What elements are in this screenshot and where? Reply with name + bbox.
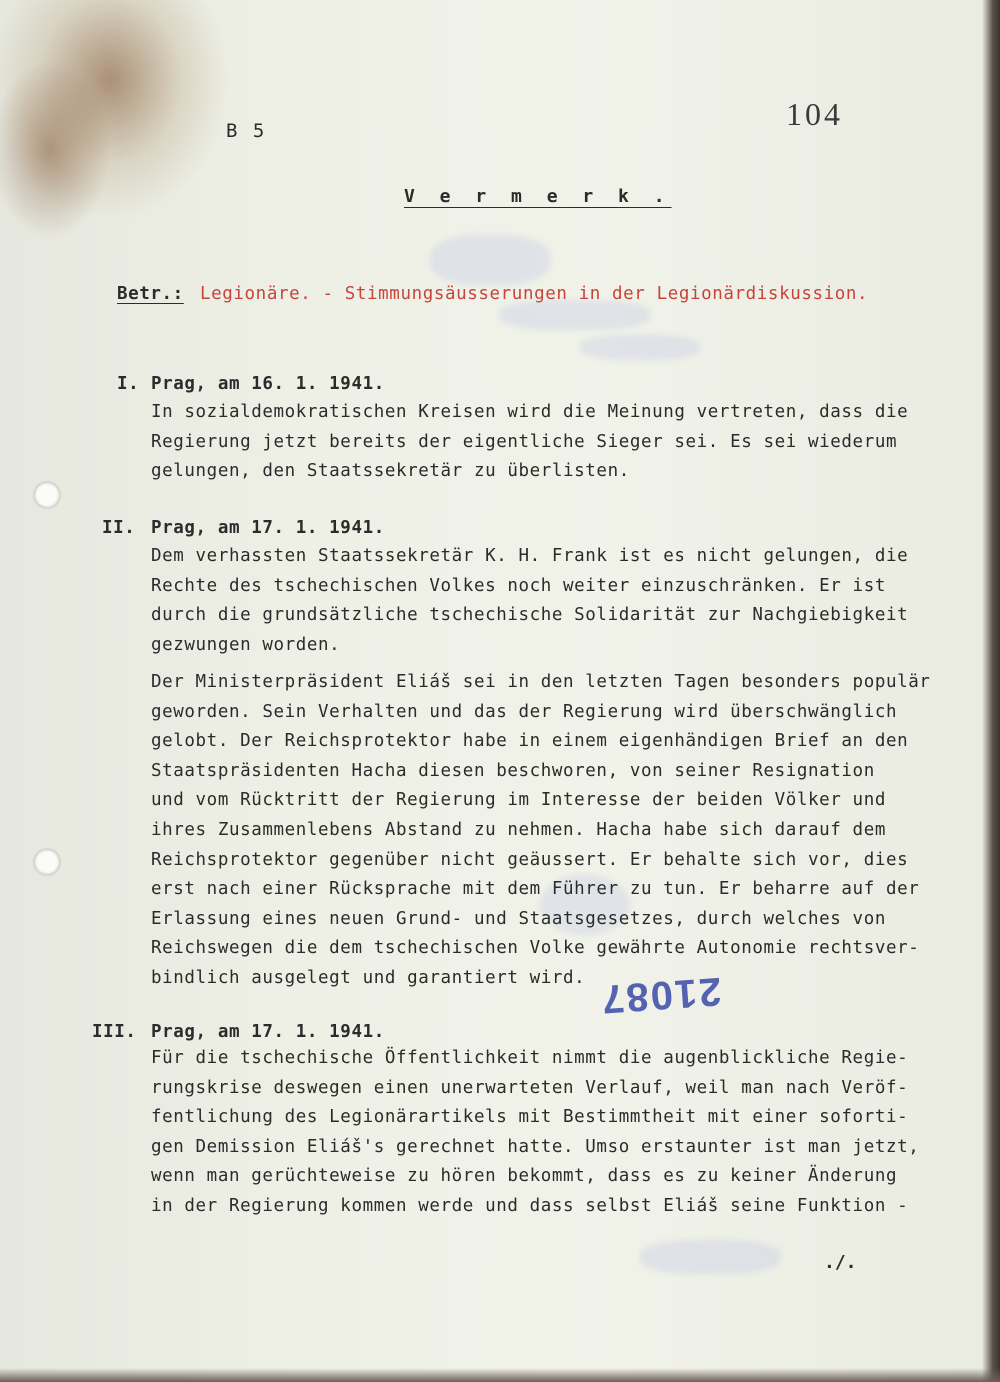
section-paragraph: In sozialdemokratischen Kreisen wird die Meinung vertreten, dass die Regierung jetzt bereits der eigentliche Sieger sei. Es sei wiederum gelungen, den Staatssekretär zu überlisten. [151,402,909,482]
archive-stamp: 21087 [598,968,723,1022]
section-heading: Prag, am 16. 1. 1941. [151,374,385,394]
section-heading: Prag, am 17. 1. 1941. [151,518,385,538]
section-heading: Prag, am 17. 1. 1941. [151,1022,385,1042]
punch-hole-top [34,482,60,508]
page-number: 104 [786,96,843,132]
document-title: V e r m e r k . [404,186,672,207]
section-numeral: I. [117,374,140,394]
ink-bleed-mark [580,335,700,360]
document-code: B 5 [226,120,267,142]
section-paragraph: Der Ministerpräsident Eliáš sei in den letzten Tagen besonders populär geworden. Sein Verhalten und das der Regierung wird überschwänglich gelobt. Der Reichsprotektor habe in einem eigenhändigen Brief an den Staatspräsidenten Hacha diesen beschworen, von seiner Resignation und vom Rücktritt der Regierung im Interesse der beiden Völker und ihres Zusammenlebens Abstand zu nehmen. Hacha habe sich darauf dem Reichsprotektor gegenüber nicht geäussert. Er behalte sich vor, dies erst nach einer Rücksprache mit dem Führer zu tun. Er beharre auf der Erlassung eines neuen Grund- und Staatsgesetzes, durch welches von Reichswegen die dem tschechischen Volke gewährte Autonomie rechtsver- bindlich ausgelegt und garantiert wird. [151,672,931,988]
page-edge-shadow [982,0,1000,1382]
page-edge-shadow [0,1368,1000,1382]
section-numeral: III. [92,1022,137,1042]
ink-bleed-mark [640,1240,780,1274]
section-paragraph: Für die tschechische Öffentlichkeit nimmt die augenblickliche Regie- rungskrise deswegen einen unerwarteten Verlauf, weil man nach Veröf- fentlichung des Legionärartikels mit Bestimmtheit mit einer soforti- gen Demission Eliáš's gerechnet hatte. Umso erstaunter ist man jetzt, wenn man gerüchteweise zu hören bekommt, dass es zu keiner Änderung in der Regierung kommen werde und dass selbst Eliáš seine Funktion - [151,1048,920,1216]
subject-text: Legionäre. - Stimmungsäusserungen in der Legionärdiskussion. [200,284,869,304]
punch-hole-bottom [34,849,60,875]
section-paragraph: Dem verhassten Staatssekretär K. H. Frank ist es nicht gelungen, die Rechte des tschechischen Volkes noch weiter einzuschränken. Er ist durch die grundsätzliche tschechische Solidarität zur Nachgiebigkeit gezwungen worden. [151,546,909,655]
ink-bleed-mark [430,235,550,285]
section-numeral: II. [102,518,136,538]
ink-bleed-mark [500,300,650,330]
continuation-mark: ./. [824,1252,857,1273]
subject-label: Betr.: [117,284,184,304]
